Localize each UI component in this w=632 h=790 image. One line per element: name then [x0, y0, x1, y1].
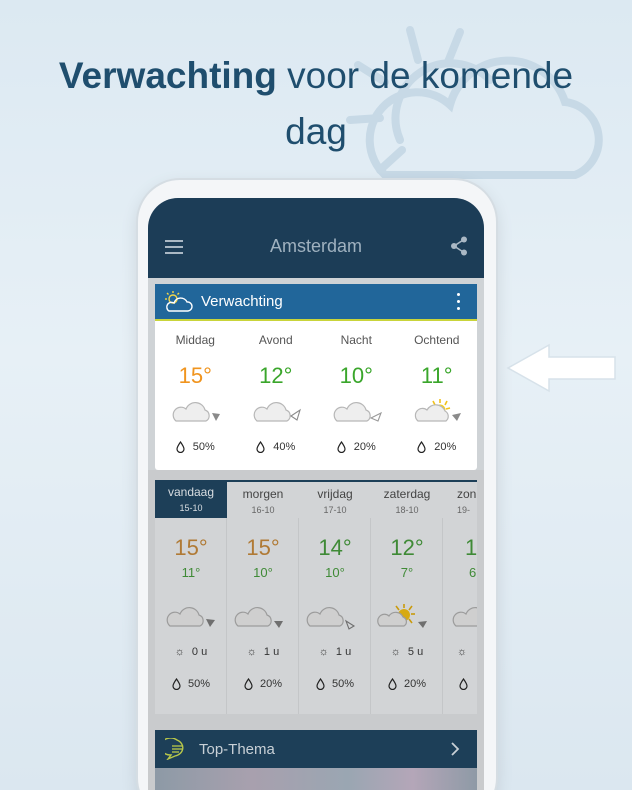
day-date: 18-10 — [395, 505, 419, 515]
period-rain — [397, 441, 478, 453]
day-column[interactable] — [371, 480, 443, 714]
daily-columns — [155, 480, 477, 714]
period-name: Avond — [258, 333, 293, 347]
day-sun-hours — [227, 646, 299, 658]
day-date: 15-10 — [179, 503, 203, 513]
sun-cloud-icon — [163, 291, 193, 313]
dimmed-content — [148, 470, 484, 790]
day-sun-hours — [155, 646, 227, 658]
period-column — [155, 321, 236, 470]
sun-icon: ☼ — [318, 646, 329, 658]
forecast-periods — [155, 321, 477, 470]
sun-icon: ☼ — [246, 646, 257, 658]
app-bar — [148, 198, 484, 278]
weather-map-preview[interactable] — [155, 768, 477, 790]
day-column[interactable] — [299, 480, 371, 714]
day-low: 7° — [400, 565, 414, 580]
rain-chance: 50% — [192, 441, 215, 453]
headline-line2: dag — [285, 111, 347, 152]
day-rain — [443, 678, 477, 690]
day-high: 1 — [465, 535, 477, 560]
rain-chance: 20% — [353, 441, 376, 453]
day-low: 10° — [325, 565, 345, 580]
day-high: 14° — [318, 535, 352, 560]
share-icon[interactable] — [450, 236, 468, 256]
day-date: 16-10 — [251, 505, 275, 515]
top-thema-title: Top-Thema — [199, 740, 275, 758]
top-thema-card — [155, 730, 477, 790]
sun-cloud-icon — [397, 399, 478, 429]
day-sun-hours — [371, 646, 443, 658]
day-sun-hours — [443, 646, 477, 658]
pointer-arrow-icon — [505, 342, 620, 394]
period-rain — [316, 441, 397, 453]
app-screen — [148, 198, 484, 790]
location-title: Amsterdam — [269, 235, 363, 256]
cloud-icon — [316, 399, 397, 429]
raindrop-icon — [316, 678, 325, 690]
day-date: 17-10 — [323, 505, 347, 515]
cloud-icon — [155, 604, 227, 634]
period-column — [397, 321, 478, 470]
day-name: vrijdag — [317, 487, 353, 501]
period-name: Nacht — [340, 333, 372, 347]
period-column — [316, 321, 397, 470]
day-column[interactable] — [227, 480, 299, 714]
raindrop-icon — [256, 441, 265, 453]
daily-forecast-card — [155, 480, 477, 714]
sun-hours-value: 1 u — [263, 646, 280, 658]
period-temperature: 12° — [259, 363, 293, 388]
forecast-card — [155, 284, 477, 470]
day-column-active[interactable] — [155, 480, 227, 714]
rain-chance: 50% — [187, 678, 211, 690]
period-rain — [155, 441, 236, 453]
raindrop-icon — [459, 678, 468, 690]
cloud-icon — [236, 399, 317, 429]
rain-chance: 40% — [273, 441, 296, 453]
headline-rest: voor de komende — [276, 55, 574, 96]
day-rain — [299, 678, 371, 690]
day-low: 6 — [469, 565, 477, 580]
chevron-right-icon[interactable] — [450, 741, 460, 757]
cloud-icon — [155, 399, 236, 429]
raindrop-icon — [172, 678, 181, 690]
cloud-icon — [443, 604, 477, 634]
day-header — [155, 480, 227, 518]
day-header — [227, 480, 299, 518]
cloud-icon — [299, 604, 371, 634]
headline — [0, 48, 632, 160]
day-name: zaterdag — [383, 487, 431, 501]
sun-hours-value: 0 u — [191, 646, 208, 658]
day-header — [443, 480, 477, 518]
day-rain — [371, 678, 443, 690]
day-rain — [155, 678, 227, 690]
day-low: 10° — [253, 565, 273, 580]
raindrop-icon — [337, 441, 346, 453]
headline-bold: Verwachting — [58, 55, 277, 96]
top-thema-header[interactable] — [155, 730, 477, 768]
period-column — [236, 321, 317, 470]
sun-cloud-icon — [371, 604, 443, 634]
day-high: 15° — [246, 535, 280, 560]
day-column-partial[interactable] — [443, 480, 477, 714]
period-temperature: 11° — [420, 363, 453, 388]
day-rain — [227, 678, 299, 690]
day-name: zon — [457, 487, 477, 501]
day-low: 11° — [181, 565, 201, 580]
day-name: vandaag — [167, 485, 215, 499]
raindrop-icon — [176, 441, 185, 453]
chat-bubble-icon — [165, 738, 189, 760]
rain-chance: 20% — [434, 441, 457, 453]
rain-chance: 20% — [259, 678, 283, 690]
forecast-card-header — [155, 284, 477, 321]
period-name: Ochtend — [414, 333, 460, 347]
menu-icon[interactable] — [165, 240, 183, 254]
period-temperature: 15° — [178, 363, 212, 388]
day-high: 12° — [390, 535, 424, 560]
sun-icon: ☼ — [457, 646, 468, 658]
day-sun-hours — [299, 646, 371, 658]
day-header — [299, 480, 371, 518]
raindrop-icon — [244, 678, 253, 690]
period-rain — [236, 441, 317, 453]
cloud-icon — [227, 604, 299, 634]
forecast-card-title: Verwachting — [201, 293, 283, 310]
day-date: 19- — [457, 505, 471, 515]
period-name: Middag — [175, 333, 215, 347]
sun-icon: ☼ — [390, 646, 401, 658]
period-temperature: 10° — [339, 363, 373, 388]
raindrop-icon — [388, 678, 397, 690]
day-high: 15° — [174, 535, 208, 560]
sun-icon: ☼ — [174, 646, 185, 658]
rain-chance: 50% — [331, 678, 355, 690]
sun-hours-value: 5 u — [407, 646, 424, 658]
sun-hours-value: 1 u — [335, 646, 352, 658]
rain-chance: 20% — [403, 678, 427, 690]
raindrop-icon — [417, 441, 426, 453]
day-header — [371, 480, 443, 518]
day-name: morgen — [242, 487, 284, 501]
more-options-icon[interactable] — [457, 293, 460, 314]
